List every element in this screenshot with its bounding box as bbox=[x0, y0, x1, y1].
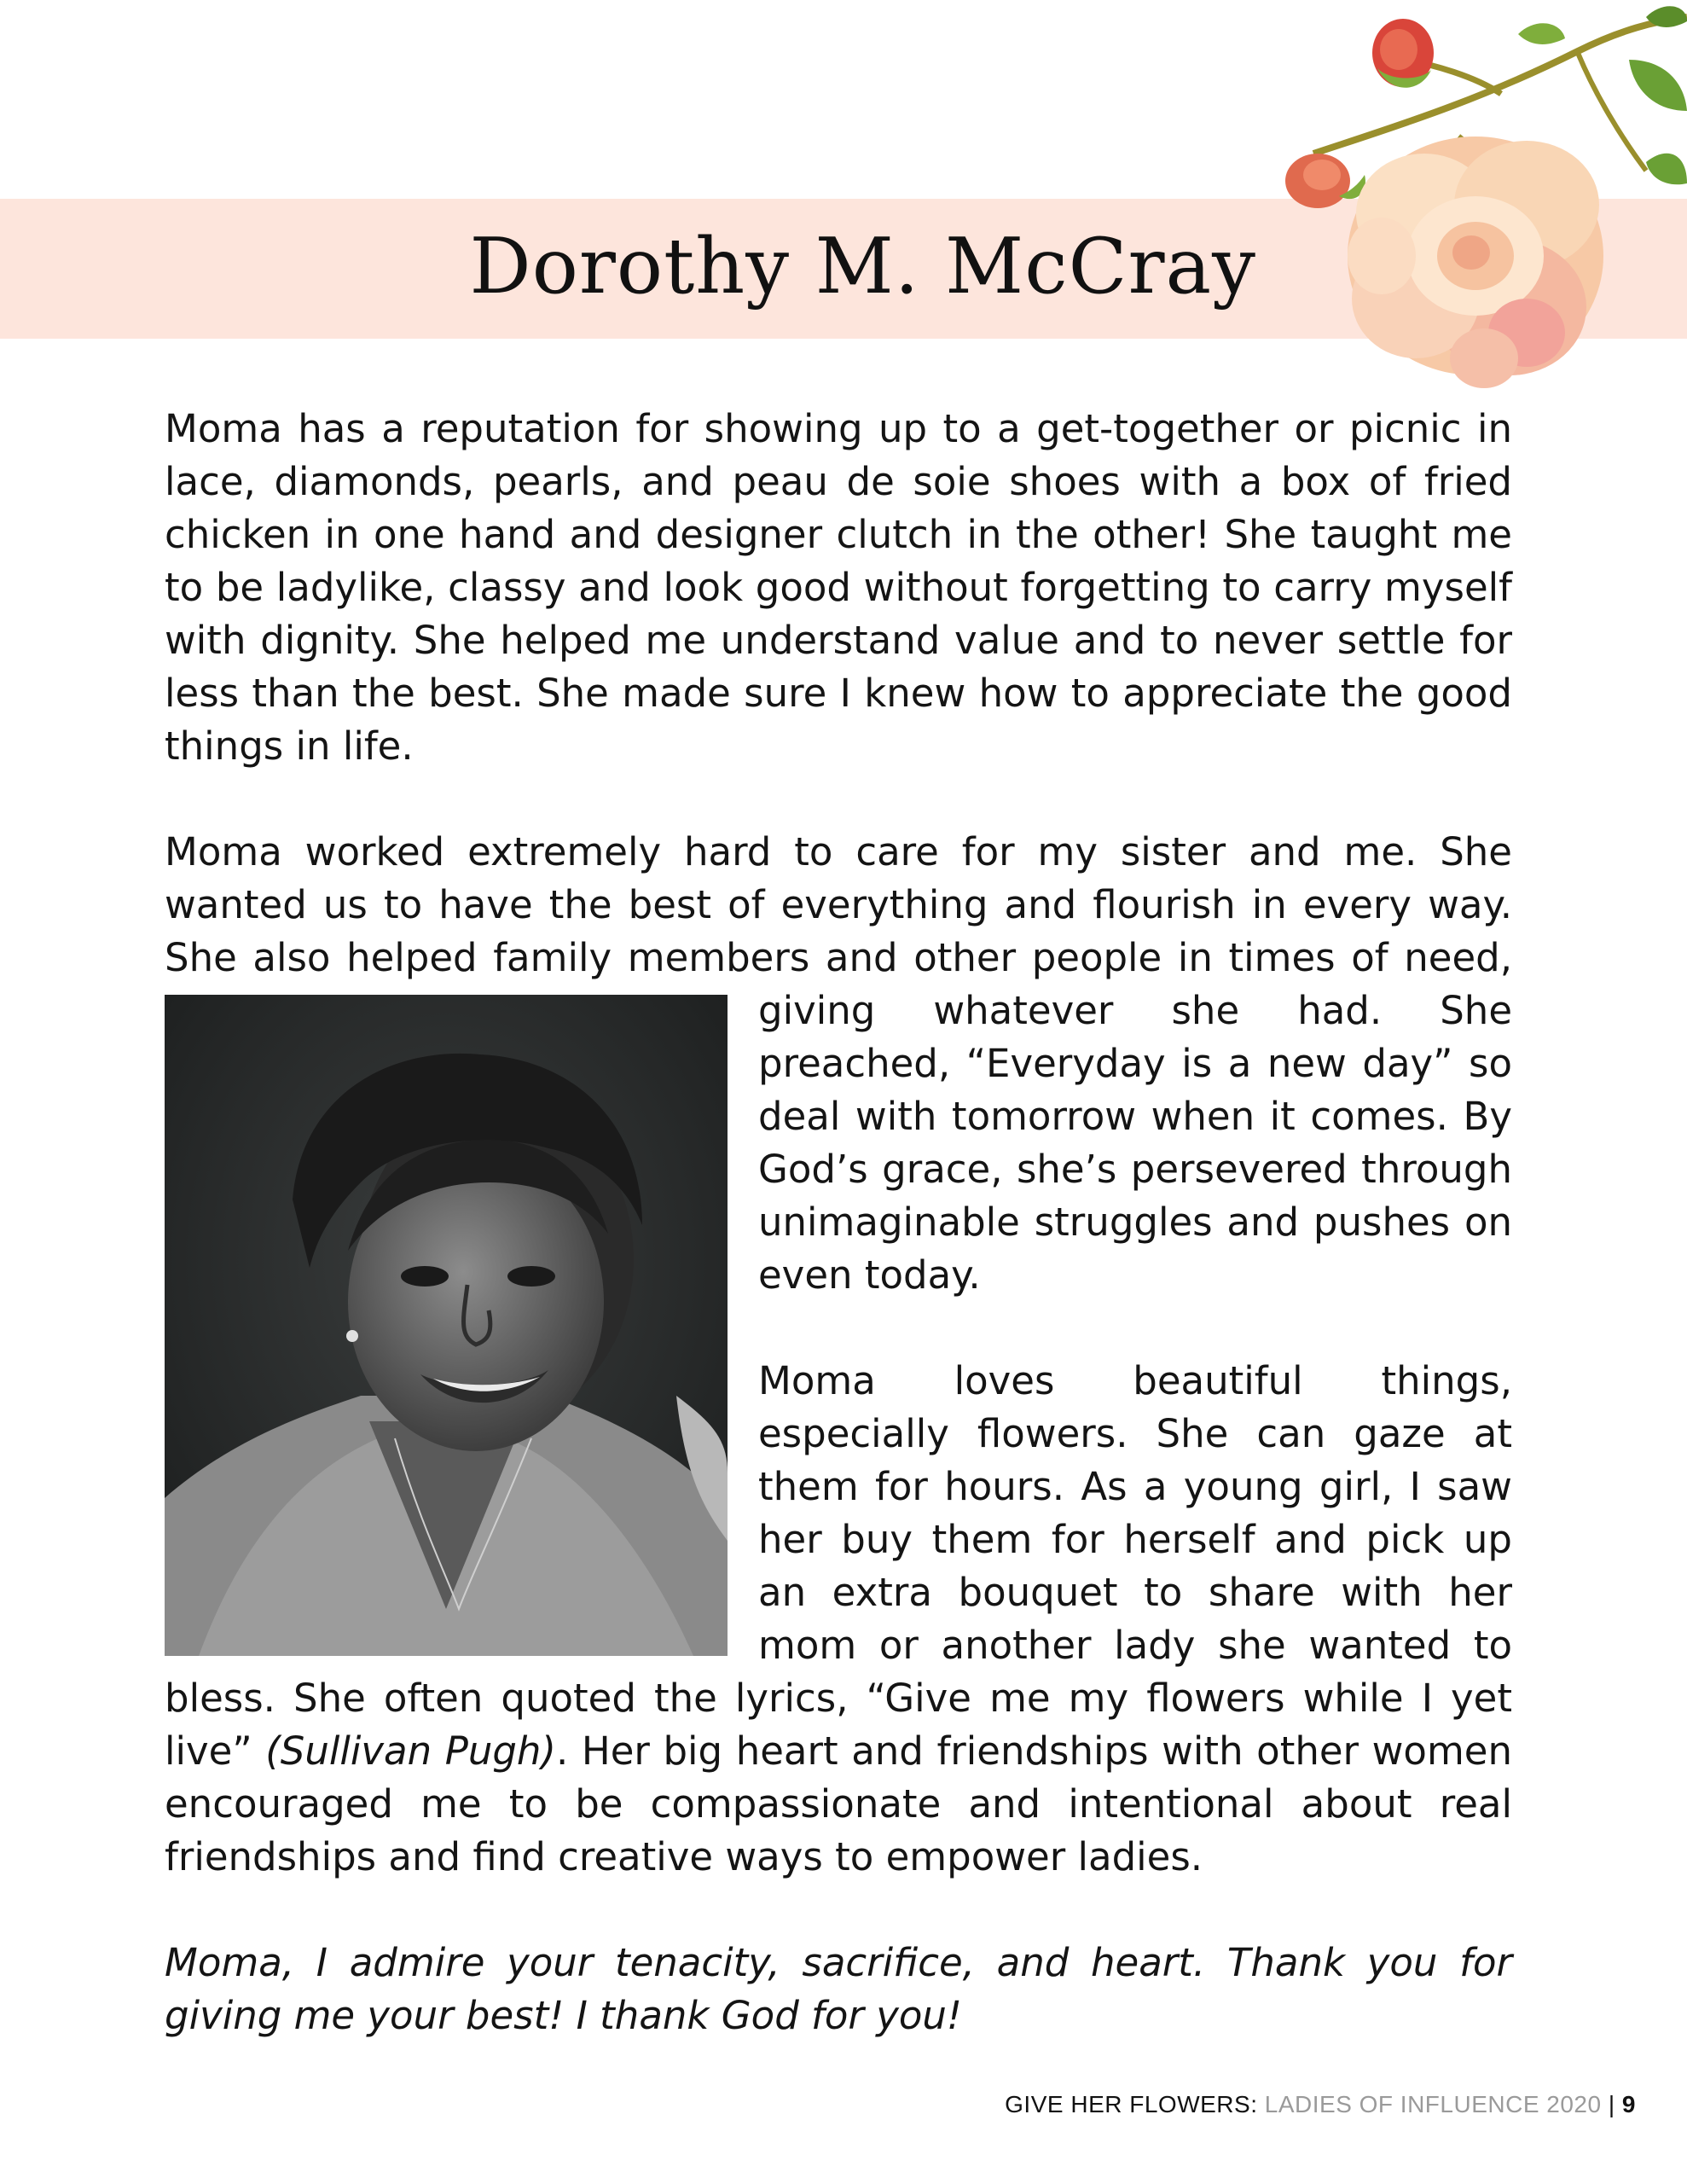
page-title: Dorothy M. McCray bbox=[469, 222, 1256, 311]
footer-subtitle: LADIES OF INFLUENCE 2020 bbox=[1264, 2091, 1602, 2117]
article-body bbox=[165, 403, 1512, 2095]
paragraph-hard-work bbox=[165, 826, 1512, 1302]
rose-icon bbox=[1220, 0, 1687, 410]
footer-series: GIVE HER FLOWERS: bbox=[1005, 2091, 1258, 2117]
portrait-photo bbox=[165, 995, 728, 1656]
text-hard-work-lead: Moma worked extremely hard to care for my sister and me. She wanted us to have the best of everything and flourish in every way. She also helped family members and other people in times of need, bbox=[165, 829, 1512, 980]
page-number: 9 bbox=[1621, 2091, 1636, 2117]
text-hard-work: giving whatever she had. She preached, “Everyday is a new day” so deal with tomorrow when it comes. By God’s grace, she’s persevered through unimaginable struggles and pushes on even today. bbox=[758, 988, 1512, 1298]
closing-note: Moma, I admire your tenacity, sacrifice, and heart. Thank you for giving me your best! I thank God for you! bbox=[165, 1940, 1512, 2038]
footer-separator: | bbox=[1608, 2091, 1615, 2117]
page-footer bbox=[1005, 2091, 1636, 2118]
text-flowers-rest: . Her big heart and friendships with other women encouraged me to be compassionate and intentional about real friendships and find creative ways to empower ladies. bbox=[165, 1728, 1513, 1879]
paragraph-reputation: Moma has a reputation for showing up to a get-together or picnic in lace, diamonds, pearls, and peau de soie shoes with a box of fried chicken in one hand and designer clutch in the other! She taught me to be ladylike, classy and look good without forgetting to carry myself with dignity. She helped me understand value and to never settle for less than the best. She made sure I knew how to appreciate the good things in life. bbox=[165, 406, 1512, 769]
text-flowers: Moma loves beautiful things, especially flowers. She can gaze at them for hours. As a young girl, I saw her buy them for herself and pick up an extra bouquet to share with her mom or another lady she wanted to bless. She often quoted the lyrics, “Give me my flowers while I yet live” bbox=[165, 1358, 1512, 1774]
citation: (Sullivan Pugh) bbox=[265, 1728, 556, 1774]
